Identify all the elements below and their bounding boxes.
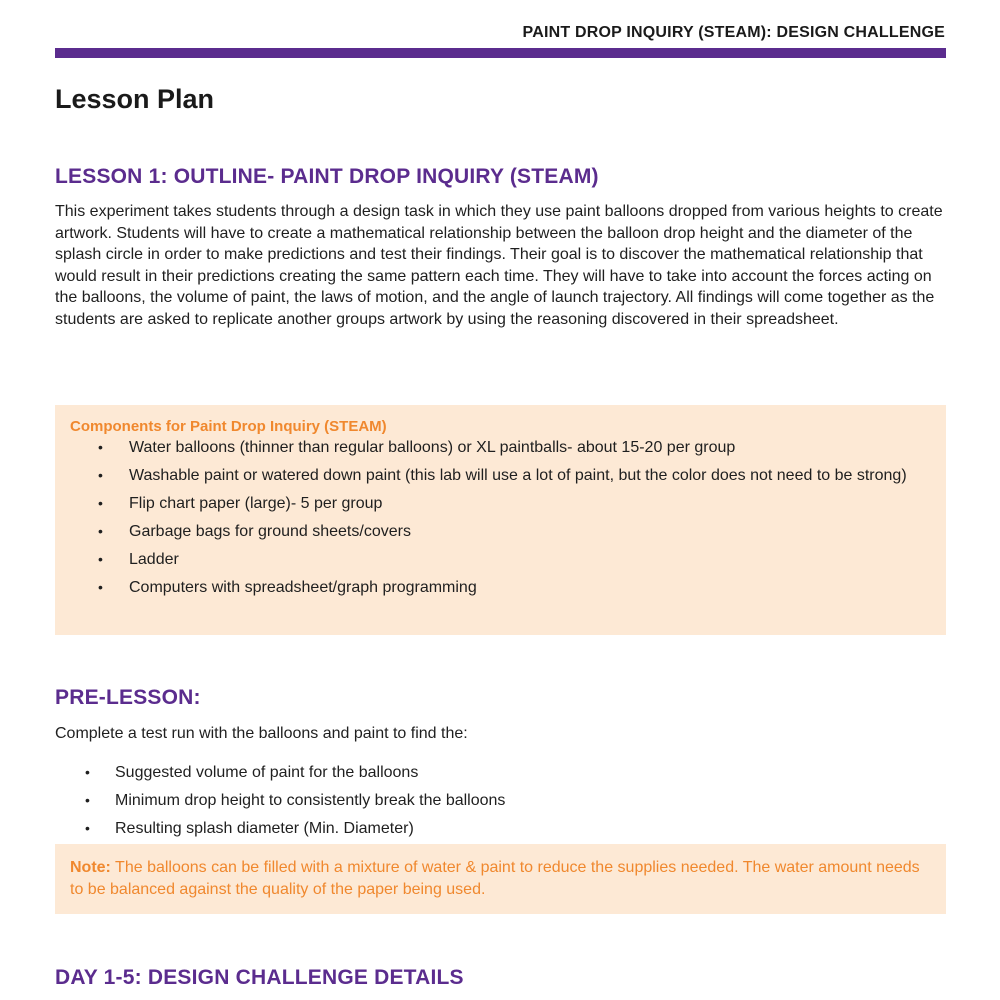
list-item: • Ladder bbox=[98, 551, 179, 568]
components-title: Components for Paint Drop Inquiry (STEAM) bbox=[70, 418, 387, 435]
bullet-icon: • bbox=[98, 467, 103, 483]
note-label: Note: bbox=[70, 859, 111, 876]
day-1-5-heading: DAY 1-5: DESIGN CHALLENGE DETAILS bbox=[55, 966, 464, 989]
pre-lesson-list bbox=[55, 762, 946, 846]
bullet-icon: • bbox=[98, 495, 103, 511]
note-text: The balloons can be filled with a mixture of water & paint to reduce the supplies needed. The water amount needs to be balanced against the quality of the paper being used. bbox=[70, 859, 920, 898]
list-item: • Suggested volume of paint for the balloons bbox=[85, 764, 419, 781]
components-list bbox=[55, 437, 946, 605]
header-divider bbox=[55, 48, 946, 58]
pre-lesson-heading: PRE-LESSON: bbox=[55, 686, 201, 709]
list-item: • Computers with spreadsheet/graph programming bbox=[98, 579, 477, 596]
list-item: • Flip chart paper (large)- 5 per group bbox=[98, 495, 383, 512]
bullet-icon: • bbox=[85, 820, 90, 836]
list-item: • Minimum drop height to consistently break the balloons bbox=[85, 792, 506, 809]
bullet-icon: • bbox=[98, 439, 103, 455]
bullet-icon: • bbox=[98, 551, 103, 567]
lesson-1-heading: LESSON 1: OUTLINE- PAINT DROP INQUIRY (STEAM) bbox=[55, 165, 599, 188]
list-item: • Water balloons (thinner than regular balloons) or XL paintballs- about 15-20 per group bbox=[98, 439, 736, 456]
lesson-1-description: This experiment takes students through a design task in which they use paint balloons dropped from various heights to create artwork. Students will have to create a mathematical relationship between the balloon drop height and the diameter of the splash circle in order to make predictions and test their findings. Their goal is to discover the mathematical relationship that would result in their predictions creating the same pattern each time. They will have to take into account the forces acting on the balloons, the volume of paint, the laws of motion, and the angle of launch trajectory. All findings will come together as the students are asked to replicate another groups artwork by using the reasoning discovered in their spreadsheet. bbox=[55, 203, 943, 328]
bullet-icon: • bbox=[85, 764, 90, 780]
list-item: • Washable paint or watered down paint (this lab will use a lot of paint, but the color does not need to be strong) bbox=[98, 467, 907, 484]
bullet-icon: • bbox=[98, 523, 103, 539]
pre-lesson-intro: Complete a test run with the balloons and paint to find the: bbox=[55, 725, 468, 742]
bullet-icon: • bbox=[98, 579, 103, 595]
document-title: Lesson Plan bbox=[55, 84, 215, 114]
components-callout bbox=[55, 405, 946, 635]
page-header-title: PAINT DROP INQUIRY (STEAM): DESIGN CHALLENGE bbox=[522, 24, 945, 41]
list-item: • Resulting splash diameter (Min. Diameter) bbox=[85, 820, 414, 837]
note-callout bbox=[55, 844, 946, 914]
list-item: • Garbage bags for ground sheets/covers bbox=[98, 523, 411, 540]
bullet-icon: • bbox=[85, 792, 90, 808]
